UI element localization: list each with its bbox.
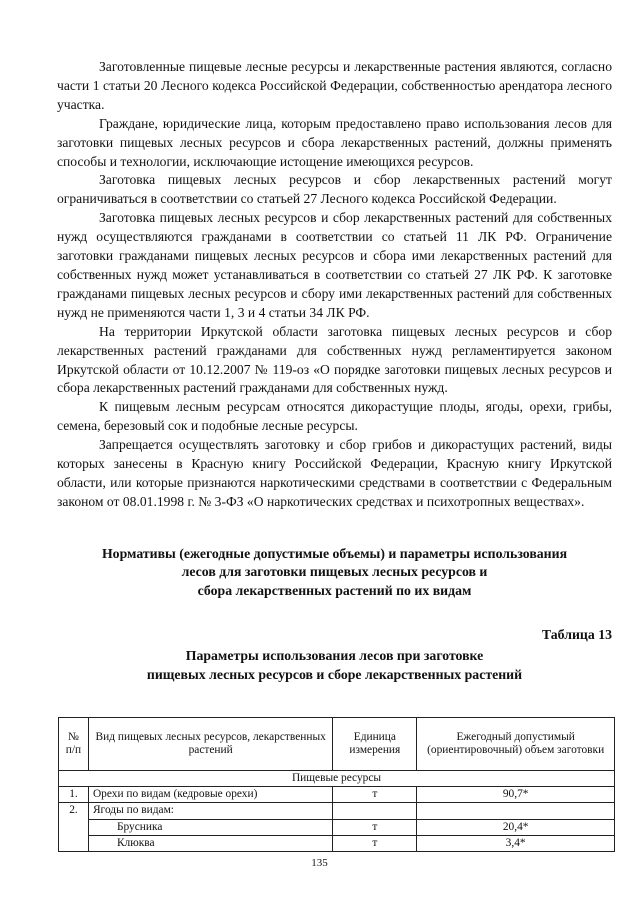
cell-unit: т	[333, 819, 417, 835]
paragraph: На территории Иркутской области заготовка пищевых лесных ресурсов и сбор лекарственных растений гражданами для собственных нужд регламентируется законом Иркутской области от 10.12.2007 № 119-оз «О порядке заготовки пищевых лесных ресурсов и сбора лекарственных растений гражданами для собственных нужд.	[57, 323, 612, 396]
paragraph: Заготовка пищевых лесных ресурсов и сбор лекарственных растений могут ограничиваться в соответствии со статьей 27 Лесного кодекса Российской Федерации.	[57, 172, 612, 207]
table-row	[59, 819, 615, 835]
paragraph: Граждане, юридические лица, которым предоставлено право использования лесов для заготовки пищевых лесных ресурсов и сбора лекарственных растений, должны применять способы и технологии, исключающие истощение имеющихся ресурсов.	[57, 115, 612, 169]
table-section-row	[59, 771, 615, 787]
table-row	[59, 787, 615, 803]
cell-num: 2.	[59, 803, 89, 852]
cell-value	[417, 803, 615, 819]
resources-table	[58, 717, 615, 852]
table-number: Таблица 13	[541, 626, 612, 642]
section-heading-line: сбора лекарственных растений по их видам	[197, 582, 472, 598]
cell-value: 90,7*	[417, 787, 615, 803]
header-volume: Ежегодный допустимый (ориентировочный) объем заготовки	[417, 718, 615, 771]
cell-value: 20,4*	[417, 819, 615, 835]
table-title-line: Параметры использования лесов при заготовке	[185, 647, 484, 663]
table-title-line: пищевых лесных ресурсов и сборе лекарственных растений	[146, 666, 523, 682]
document-page	[57, 58, 612, 684]
cell-name: Орехи по видам (кедровые орехи)	[88, 787, 332, 803]
paragraph: К пищевым лесным ресурсам относятся дикорастущие плоды, ягоды, орехи, грибы, семена, березовый сок и подобные лесные ресурсы.	[57, 399, 612, 434]
table-title	[57, 646, 612, 684]
section-heading-line: Нормативы (ежегодные допустимые объемы) и параметры использования	[101, 545, 568, 561]
page-number: 135	[311, 857, 328, 869]
cell-name: Брусника	[88, 819, 332, 835]
section-heading-line: лесов для заготовки пищевых лесных ресурсов и	[181, 564, 488, 580]
cell-value: 3,4*	[417, 835, 615, 851]
table-row	[59, 835, 615, 851]
paragraph: Запрещается осуществлять заготовку и сбор грибов и дикорастущих растений, виды которых занесены в Красную книгу Российской Федерации, Красную книгу Иркутской области, или которые признаются наркотическими средствами в соответствии с Федеральным законом от 08.01.1998 г. № 3-ФЗ «О наркотических средствах и психотропных веществах».	[57, 437, 612, 509]
paragraph: Заготовка пищевых лесных ресурсов и сбор лекарственных растений для собственных нужд осуществляются гражданами в соответствии со статьей 11 ЛК РФ. Ограничение заготовки гражданами пищевых лесных ресурсов и сбора ими лекарственных растений для собственных нужд может устанавливаться в соответствии со статьей 27 ЛК РФ. К заготовке гражданами пищевых лесных ресурсов и сбору ими лекарственных растений для собственных нужд не применяются части 1, 3 и 4 статьи 34 ЛК РФ.	[57, 210, 612, 320]
section-heading	[57, 545, 612, 601]
paragraph: Заготовленные пищевые лесные ресурсы и лекарственные растения являются, согласно части 1 статьи 20 Лесного кодекса Российской Федерации, собственностью арендатора лесного участка.	[57, 59, 612, 112]
section-label: Пищевые ресурсы	[59, 771, 615, 787]
cell-unit: т	[333, 787, 417, 803]
cell-num: 1.	[59, 787, 89, 803]
table-header-row	[59, 718, 615, 771]
cell-name: Ягоды по видам:	[88, 803, 332, 819]
cell-name: Клюква	[88, 835, 332, 851]
header-type: Вид пищевых лесных ресурсов, лекарственных растений	[88, 718, 332, 771]
cell-unit: т	[333, 835, 417, 851]
header-unit: Единица измерения	[333, 718, 417, 771]
cell-unit	[333, 803, 417, 819]
header-num: № п/п	[59, 718, 89, 771]
table-row	[59, 803, 615, 819]
